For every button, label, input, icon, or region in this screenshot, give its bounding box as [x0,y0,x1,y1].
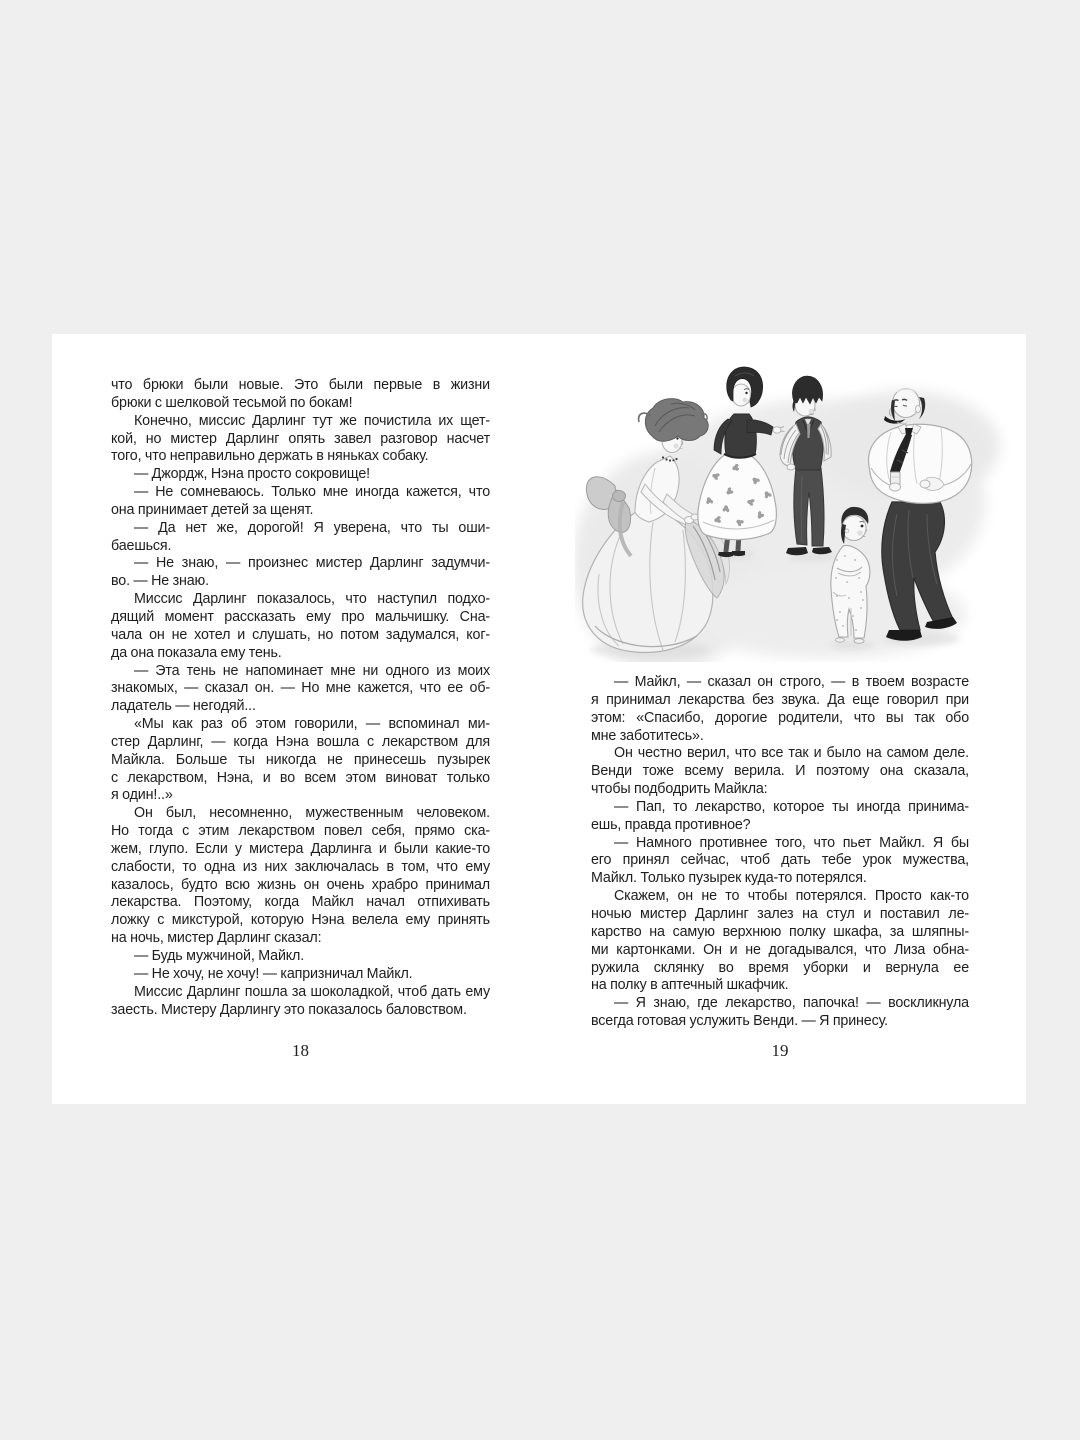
text-line: во. — Не знаю. [111,573,209,590]
text-line: — Эта тень не напоминает мне ни одного из моих [134,662,490,679]
text-line: ешь, правда противное? [591,816,751,833]
text-line: заесть. Мистеру Дарлингу это показалось баловством. [111,1001,467,1018]
text-line: — Пап, то лекарство, которое ты иногда принима- [614,798,969,815]
text-line: — Не хочу, не хочу! — капризничал Майкл. [134,965,413,982]
text-line: ладатель — негодяй... [111,698,256,715]
text-line: — Не сомневаюсь. Только мне иногда кажется, что [134,484,490,501]
text-line: всегда готовая услужить Венди. — Я принесу. [591,1013,888,1030]
text-line: мне заботитесь». [591,727,704,744]
text-line: слабости, то одна из них заключалась в том, что ему [111,858,490,875]
text-line: — Намного противнее того, что пьет Майкл. Я бы [614,834,969,851]
text-line: Он честно верил, что все так и было на самом деле. [614,745,969,762]
text-line: я один!..» [111,787,173,804]
text-line: Конечно, миссис Дарлинг тут же почистила их щет- [134,412,490,429]
text-line: ружила склянку во время уборки и вернула ее [591,959,969,976]
text-line: Майкла. Больше ты никогда не принесешь пузырек [111,751,490,768]
text-line: баешься. [111,537,172,554]
text-line: брюки с шелковой тесьмой по бокам! [111,394,353,411]
text-line: ложку с микстурой, которую Нэна велела ему принять [111,912,490,929]
text-line: карство на самую верхнюю полку шкафа, за шляпны- [591,923,969,940]
book-spread [52,334,1026,1104]
text-line: — Будь мужчиной, Майкл. [134,948,305,964]
text-line: я принимал лекарства без звука. Да еще говорил при [591,691,969,708]
text-line: на ночь, мистер Дарлинг сказал: [111,930,322,947]
text-line: Он был, несомненно, мужественным человеком. [134,805,490,822]
text-line: — Не знаю, — произнес мистер Дарлинг задумчи- [134,555,490,572]
text-line: «Мы как раз об этом говорили, — вспоминал ми- [134,716,490,733]
text-line: она принимает детей за щенят. [111,501,314,518]
text-line: казалось, будто всю жизнь он очень храбро принимал [111,876,490,893]
text-line: Миссис Дарлинг показалось, что наступил подхо- [134,591,490,608]
text-line: с лекарством, Нэна, и во всем этом виноват только [111,769,490,786]
text-line: этом: «Спасибо, дорогие родители, что вы так обо [591,709,969,726]
text-line: Скажем, он не то чтобы потерялся. Просто как-то [614,888,969,905]
text-line: Майкл. Только пузырек куда-то потерялся. [591,870,867,887]
text-line: да она показала ему тень. [111,644,282,661]
illustration-svg [575,364,1017,662]
text-line: того, что неправильно держать в няньках собаку. [111,448,429,465]
text-line: — Майкл, — сказал он строго, — в твоем возрасте [614,674,969,690]
text-line: на полку в аптечный шкафчик. [591,977,789,994]
page-number-right: 19 [771,1041,789,1060]
text-line: — Да нет же, дорогой! Я уверена, что ты оши- [134,519,490,536]
text-line: жем, глупо. Если у мистера Дарлинга и были какие-то [111,840,490,857]
text-line: ночью мистер Дарлинг залез на стул и поставил ле- [591,905,969,922]
text-line: лекарства. Поэтому, когда Майкл начал отпихивать [111,894,490,911]
page-number-left: 18 [292,1041,309,1060]
text-line: дящий момент рассказать ему про мальчишку. Сна- [111,608,490,625]
page-19-text-column [591,674,969,1031]
text-line: кой, но мистер Дарлинг опять завел разговор насчет [111,430,490,447]
book-illustration [575,364,1017,662]
text-line: Венди тоже всему верила. И поэтому она сказала, [591,763,969,780]
text-line: — Я знаю, где лекарство, папочка! — воскликнула [614,995,969,1012]
text-line: Миссис Дарлинг пошла за шоколадкой, чтоб дать ему [134,983,490,1000]
page-18-text-column [111,377,490,1019]
text-line: что брюки были новые. Это были первые в жизни [111,377,490,393]
text-line: ми картонками. Он и не догадывался, что Лиза обна- [591,941,969,958]
text-line: Но тогда с этим лекарством повел себя, прямо ска- [111,823,490,840]
text-line: чтобы подбодрить Майкла: [591,781,768,798]
text-line: — Джордж, Нэна просто сокровище! [134,466,371,483]
text-line: его принял сейчас, чтоб дать тебе урок мужества, [591,852,969,869]
text-line: стер Дарлинг, — когда Нэна вошла с лекарством для [111,733,490,750]
text-line: чала он не хотел и слушать, но потом задумался, ког- [111,626,490,643]
text-line: знакомых, — сказал он. — Но мне кажется, что ее об- [111,680,490,697]
